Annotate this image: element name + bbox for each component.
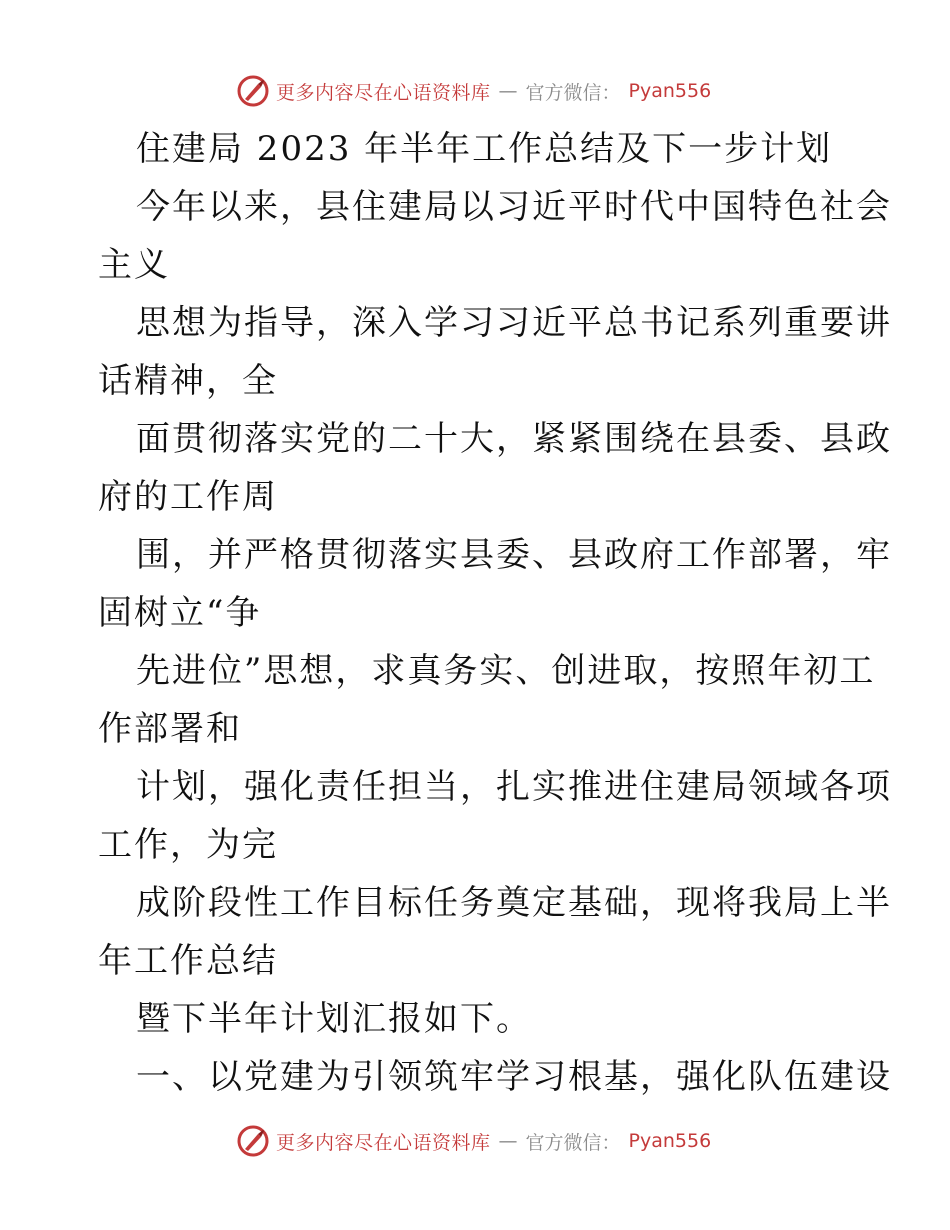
watermark-dash: — <box>498 80 518 102</box>
paragraph-line: 固树立“争 <box>98 593 262 633</box>
paragraph-line: 作部署和 <box>98 709 242 749</box>
paragraph-line: 面贯彻落实党的二十大，紧紧围绕在县委、县政 <box>136 419 892 459</box>
document-title: 住建局 2023 年半年工作总结及下一步计划 <box>136 129 833 169</box>
section-heading: 一、以党建为引领筑牢学习根基，强化队伍建设 <box>136 1057 892 1097</box>
watermark-wechat-id: Pyan556 <box>628 80 712 102</box>
paragraph-line: 先进位”思想，求真务实、创进取，按照年初工 <box>136 651 876 691</box>
paragraph-line: 围，并严格贯彻落实县委、县政府工作部署，牢 <box>136 535 892 575</box>
paragraph-line: 年工作总结 <box>98 941 278 981</box>
quill-pen-icon <box>236 74 270 108</box>
document-body <box>98 120 892 1106</box>
paragraph-line: 主义 <box>98 245 170 285</box>
quill-pen-icon <box>236 1124 270 1158</box>
paragraph-line: 暨下半年计划汇报如下。 <box>136 999 532 1039</box>
watermark-text: 更多内容尽在心语资料库 <box>276 81 491 104</box>
paragraph-line: 计划，强化责任担当，扎实推进住建局领域各项 <box>136 767 892 807</box>
paragraph-line: 话精神，全 <box>98 361 278 401</box>
paragraph-line: 工作，为完 <box>98 825 278 865</box>
header-watermark <box>236 74 711 108</box>
paragraph-line: 思想为指导，深入学习习近平总书记系列重要讲 <box>136 303 892 343</box>
paragraph-line: 成阶段性工作目标任务奠定基础，现将我局上半 <box>136 883 892 923</box>
watermark-label: 官方微信： <box>525 81 621 104</box>
paragraph-line: 府的工作周 <box>98 477 278 517</box>
paragraph-line: 今年以来，县住建局以习近平时代中国特色社会 <box>136 187 892 227</box>
watermark-text: 更多内容尽在心语资料库 <box>276 1131 491 1154</box>
watermark-dash: — <box>498 1130 518 1152</box>
footer-watermark <box>236 1124 711 1158</box>
watermark-label: 官方微信： <box>525 1131 621 1154</box>
watermark-wechat-id: Pyan556 <box>628 1130 712 1152</box>
